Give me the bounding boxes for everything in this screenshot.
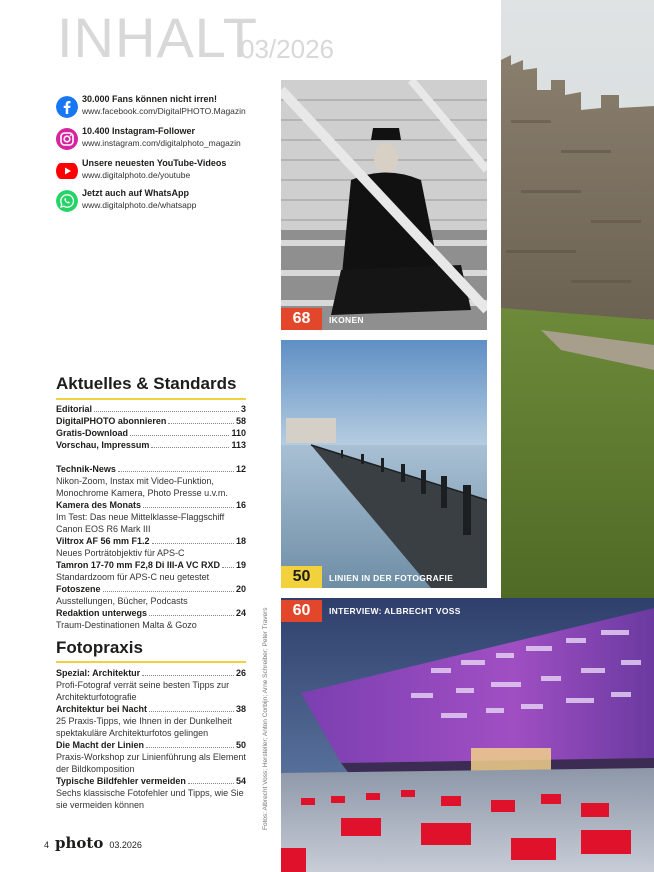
toc-entry-desc: Im Test: Das neue Mittelklasse-Flaggschiff Canon EOS R6 Mark III: [56, 512, 225, 534]
social-title: 10.400 Instagram-Follower: [82, 126, 196, 136]
section-rule: [56, 661, 246, 663]
social-whatsapp[interactable]: [56, 188, 271, 216]
toc-entry[interactable]: Editorial 3: [56, 404, 246, 414]
social-youtube[interactable]: [56, 158, 271, 186]
feature-badge: 68: [281, 308, 322, 330]
toc-entry[interactable]: Viltrox AF 56 mm F1.2 18 Neues Porträtobjektiv für APS-C: [56, 536, 246, 558]
section-rule: [56, 398, 246, 400]
facebook-icon: [56, 96, 78, 118]
social-url[interactable]: www.facebook.com/DigitalPHOTO.Magazin: [82, 106, 246, 116]
issue-number: 03/2026: [240, 34, 334, 64]
page-title: INHALT: [57, 6, 258, 69]
social-url[interactable]: www.instagram.com/digitalphoto_magazin: [82, 138, 241, 148]
toc-entry-desc: 25 Praxis-Tipps, wie Ihnen in der Dunkelheit spektakuläre Architekturfotos gelingen: [56, 716, 232, 738]
toc-entry-desc: Sechs klassische Fotofehler und Tipps, wie Sie sie vermeiden können: [56, 788, 244, 810]
instagram-icon: [56, 128, 78, 150]
toc-entry-desc: Ausstellungen, Bücher, Podcasts: [56, 596, 188, 606]
feature-caption: IKONEN: [329, 315, 364, 325]
section-title-aktuelles: Aktuelles & Standards: [56, 374, 237, 393]
footer-issue: 03.2026: [109, 840, 142, 850]
toc-entry[interactable]: Gratis-Download 110: [56, 428, 246, 438]
page-number: 4: [44, 840, 50, 850]
feature-badge: 60: [281, 600, 322, 622]
social-url[interactable]: www.digitalphoto.de/whatsapp: [82, 200, 197, 210]
footer: [44, 834, 142, 852]
toc-entry[interactable]: DigitalPHOTO abonnieren 58: [56, 416, 246, 426]
toc-entry[interactable]: Architektur bei Nacht 38 25 Praxis-Tipps, wie Ihnen in der Dunkelheit spektakuläre Architekturfotos gelingen: [56, 704, 246, 738]
toc-entry[interactable]: Technik-News 12 Nikon-Zoom, Instax mit Video-Funktion, Monochrome Kamera, Photo Presse u.v.m.: [56, 464, 246, 498]
social-title: 30.000 Fans können nicht irren!: [82, 94, 218, 104]
castle-photo[interactable]: [501, 0, 654, 600]
toc-entry[interactable]: Die Macht der Linien 50 Praxis-Workshop zur Linienführung als Element der Bildkomposition: [56, 740, 246, 774]
toc-entry-desc: Neues Porträtobjektiv für APS-C: [56, 548, 185, 558]
section-title-fotopraxis: Fotopraxis: [56, 638, 143, 657]
photo-credit: Fotos: Albrecht Voss; Hersteller; Anton Corbijn; Arne Schreiber; Peter Travers: [262, 607, 269, 830]
toc-entry[interactable]: Kamera des Monats 16 Im Test: Das neue Mittelklasse-Flaggschiff Canon EOS R6 Mark III: [56, 500, 246, 534]
toc-entry-desc: Nikon-Zoom, Instax mit Video-Funktion, Monochrome Kamera, Photo Presse u.v.m.: [56, 476, 228, 498]
social-facebook[interactable]: [56, 94, 271, 122]
toc-entry[interactable]: Spezial: Architektur 26 Profi-Fotograf verrät seine besten Tipps zur Architekturfotografie: [56, 668, 246, 702]
toc-entry-desc: Praxis-Workshop zur Linienführung als Element der Bildkomposition: [56, 752, 246, 774]
feature-ikonen[interactable]: [281, 80, 487, 330]
social-title: Jetzt auch auf WhatsApp: [82, 188, 190, 198]
toc-entry[interactable]: Vorschau, Impressum 113: [56, 440, 246, 450]
feature-caption: INTERVIEW: ALBRECHT VOSS: [329, 606, 461, 616]
feature-interview[interactable]: [281, 598, 654, 872]
toc-entry-desc: Profi-Fotograf verrät seine besten Tipps zur Architekturfotografie: [56, 680, 230, 702]
toc-entry-desc: Standardzoom für APS-C neu getestet: [56, 572, 210, 582]
toc-entry[interactable]: Tamron 17-70 mm F2,8 Di III-A VC RXD 19 Standardzoom für APS-C neu getestet: [56, 560, 246, 582]
social-url[interactable]: www.digitalphoto.de/youtube: [82, 170, 191, 180]
toc-entry[interactable]: Redaktion unterwegs 24 Traum-Destinationen Malta & Gozo: [56, 608, 246, 630]
brand-logo: photo: [55, 834, 104, 852]
feature-linien[interactable]: [281, 340, 487, 588]
toc-entry[interactable]: Typische Bildfehler vermeiden 54 Sechs klassische Fotofehler und Tipps, wie Sie sie vermeiden können: [56, 776, 246, 810]
toc-entry[interactable]: Fotoszene 20 Ausstellungen, Bücher, Podcasts: [56, 584, 246, 606]
social-title: Unsere neuesten YouTube-Videos: [82, 158, 227, 168]
toc-entry-desc: Traum-Destinationen Malta & Gozo: [56, 620, 197, 630]
feature-caption: LINIEN IN DER FOTOGRAFIE: [329, 573, 454, 583]
social-instagram[interactable]: [56, 126, 271, 154]
whatsapp-icon: [56, 190, 78, 212]
feature-badge: 50: [281, 566, 322, 588]
youtube-icon: [56, 160, 78, 182]
